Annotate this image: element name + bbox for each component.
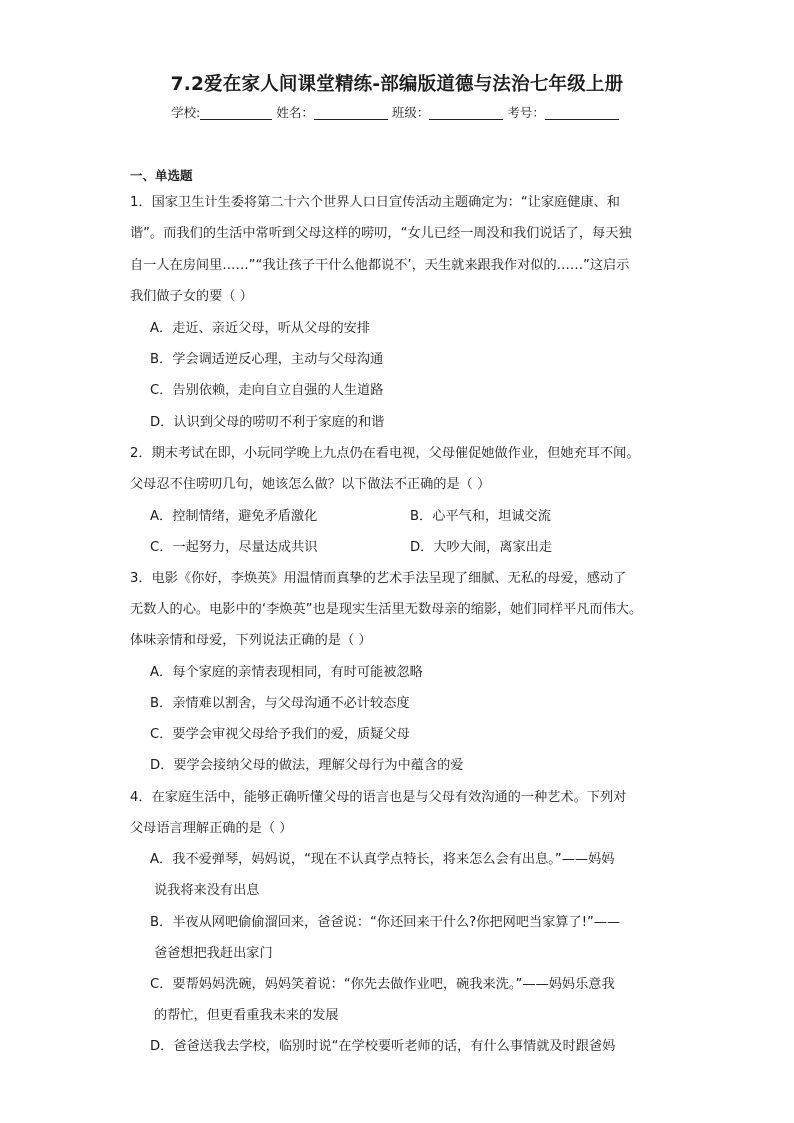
page-title: 7.2爱在家人间课堂精练-部编版道德与法治七年级上册 xyxy=(170,74,624,95)
q4-option-b[interactable]: B．半夜从网吧偷偷溜回来，爸爸说：“你还回来干什么?你把网吧当家算了!”—— xyxy=(150,915,621,930)
q2-option-b[interactable]: B．心平气和，坦诚交流 xyxy=(410,509,551,524)
q1-line-3: 自一人在房间里……”“我让孩子干什么他都说不’，天生就来跟我作对似的……”这启示 xyxy=(130,258,630,273)
q1-option-b[interactable]: B．学会调适逆反心理，主动与父母沟通 xyxy=(150,352,384,367)
school-label: 学校: xyxy=(171,105,201,120)
q4-option-c[interactable]: C．要帮妈妈洗碗，妈妈笑着说：“你先去做作业吧，碗我来洗。”——妈妈乐意我 xyxy=(150,977,615,992)
q3-option-a[interactable]: A．每个家庭的亲情表现相同，有时可能被忽略 xyxy=(150,665,423,680)
section-heading: 一、单选题 xyxy=(130,168,193,183)
q3-option-c[interactable]: C．要学会审视父母给予我们的爱，质疑父母 xyxy=(150,727,410,742)
name-blank[interactable] xyxy=(314,105,388,120)
q4-line-2: 父母语言理解正确的是（ ） xyxy=(130,821,293,836)
q1-option-a[interactable]: A．走近、亲近父母，听从父母的安排 xyxy=(150,321,371,336)
q3-line-2: 无数人的心。电影中的‘李焕英”也是现实生活里无数母亲的缩影，她们同样平凡而伟大。 xyxy=(130,602,643,617)
q2-option-d[interactable]: D．大吵大闹，离家出走 xyxy=(410,540,553,555)
q4-option-d[interactable]: D．爸爸送我去学校，临别时说“在学校要听老师的话，有什么事情就及时跟爸妈 xyxy=(150,1039,616,1054)
q2-option-a[interactable]: A．控制情绪，避免矛盾激化 xyxy=(150,509,318,524)
exam-no-blank[interactable] xyxy=(545,105,619,120)
q2-line-1: 2．期末考试在即，小玩同学晚上九点仍在看电视，父母催促她做作业，但她充耳不闻。 xyxy=(130,446,640,461)
class-blank[interactable] xyxy=(429,105,503,120)
q4-option-c-cont: 的帮忙，但更看重我未来的发展 xyxy=(154,1008,339,1023)
q3-line-1: 3．电影《你好，李焕英》用温情而真挚的艺术手法呈现了细腻、无私的母爱，感动了 xyxy=(130,571,627,586)
student-info-row xyxy=(0,103,794,121)
q1-line-1: 1．国家卫生计生委将第二十六个世界人口日宣传活动主题确定为：“让家庭健康、和 xyxy=(130,195,620,210)
q4-line-1: 4．在家庭生活中，能够正确听懂父母的语言也是与父母有效沟通的一种艺术。下列对 xyxy=(130,790,627,805)
q1-line-2: 谐”。而我们的生活中常听到父母这样的唠叨，“女儿已经一周没和我们说话了，每天独 xyxy=(130,226,632,241)
q2-option-c[interactable]: C．一起努力，尽量达成共识 xyxy=(150,540,318,555)
q1-option-d[interactable]: D．认识到父母的唠叨不利于家庭的和谐 xyxy=(150,415,385,430)
q4-option-b-cont: 爸爸想把我赶出家门 xyxy=(154,946,273,961)
exam-no-label: 考号： xyxy=(507,105,545,120)
class-label: 班级： xyxy=(391,105,430,120)
q3-option-d[interactable]: D．要学会接纳父母的做法，理解父母行为中蕴含的爱 xyxy=(150,758,464,773)
q4-option-a[interactable]: A．我不爱弹琴，妈妈说，“现在不认真学点特长，将来怎么会有出息。”——妈妈 xyxy=(150,852,615,867)
q2-line-2: 父母忍不住唠叨几句，她该怎么做？以下做法不正确的是（ ） xyxy=(130,477,491,492)
name-label: 姓名： xyxy=(276,105,314,120)
q3-line-3: 体味亲情和母爱，下列说法正确的是（ ） xyxy=(130,633,372,648)
q4-option-a-cont: 说我将来没有出息 xyxy=(154,883,260,898)
q1-line-4: 我们做子女的要（ ） xyxy=(130,289,253,304)
q1-option-c[interactable]: C．告别依赖，走向自立自强的人生道路 xyxy=(150,383,384,398)
school-blank[interactable] xyxy=(200,105,272,120)
q3-option-b[interactable]: B．亲情难以割舍，与父母沟通不必计较态度 xyxy=(150,696,410,711)
